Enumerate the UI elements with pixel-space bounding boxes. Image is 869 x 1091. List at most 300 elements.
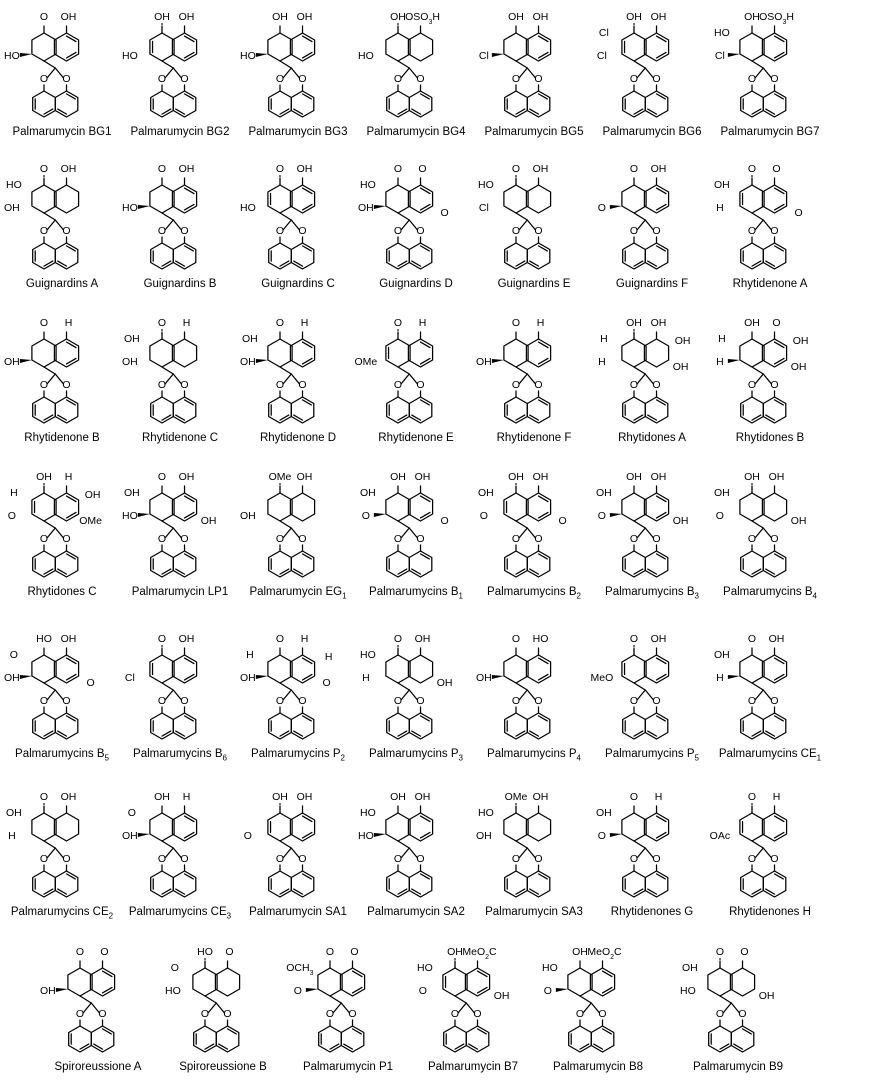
atom-label: HO	[122, 50, 138, 62]
atom-label: O	[243, 830, 252, 842]
atom-label: OH	[60, 791, 77, 803]
atom-label: MeO$_2$C	[462, 946, 497, 961]
ring-oxygen-label: O	[275, 379, 285, 391]
atom-label: $OCH_3$	[286, 962, 314, 977]
ring-oxygen-label: O	[39, 225, 49, 237]
atom-label: OH	[650, 471, 667, 483]
atom-label: O	[325, 946, 335, 958]
atom-label: H	[182, 791, 191, 803]
ring-oxygen-label: O	[747, 225, 757, 237]
compound-card	[540, 935, 656, 1085]
ring-oxygen-label: O	[157, 73, 167, 85]
compound-name: Palmarumycins $P_4$	[487, 748, 581, 763]
ring-oxygen-label: O	[770, 533, 779, 545]
atom-label: H	[362, 672, 370, 684]
atom-label: OH	[390, 11, 406, 23]
compound-card	[358, 0, 474, 150]
atom-label: OH	[358, 202, 374, 214]
ring-oxygen-label: O	[747, 379, 757, 391]
atom-label: OH	[744, 317, 760, 329]
atom-label: OH	[768, 471, 785, 483]
atom-label: HO	[358, 830, 374, 842]
structure-drawing	[240, 462, 352, 590]
compound-card	[4, 622, 120, 772]
atom-label: OH	[596, 807, 612, 819]
ring-oxygen-label: O	[534, 225, 543, 237]
ring-oxygen-label: O	[39, 379, 49, 391]
atom-label: H	[300, 633, 309, 645]
atom-label: HO	[532, 633, 549, 645]
ring-oxygen-label: O	[62, 853, 71, 865]
ring-oxygen-label: O	[416, 73, 425, 85]
atom-label: OH	[672, 515, 689, 527]
ring-oxygen-label: O	[575, 1008, 585, 1020]
ring-oxygen-label: O	[180, 533, 189, 545]
compound-card	[590, 622, 710, 772]
ring-oxygen-label: O	[652, 379, 661, 391]
compound-name: Rhytidenone C	[141, 432, 219, 444]
atom-label: OH	[532, 163, 549, 175]
compound-card	[240, 0, 356, 150]
compound-card	[680, 935, 796, 1085]
atom-label: O	[597, 202, 606, 214]
compound-card	[122, 460, 238, 610]
compound-name: Rhytidones A	[618, 432, 686, 444]
compound-name: Palmarumycin BG7	[720, 126, 820, 138]
atom-label: OH	[672, 361, 689, 373]
atom-label: OH	[447, 946, 463, 958]
atom-label: OH	[4, 202, 20, 214]
compound-card	[4, 0, 120, 150]
atom-label: OH	[626, 317, 642, 329]
ring-oxygen-label: O	[534, 533, 543, 545]
ring-oxygen-label: O	[652, 853, 661, 865]
atom-label: H	[418, 317, 427, 329]
atom-label: OH	[476, 672, 492, 684]
atom-label: OH	[296, 11, 313, 23]
atom-label: MeO	[590, 672, 614, 684]
ring-oxygen-label: O	[652, 695, 661, 707]
compound-name: Palmarumycin SA3	[485, 906, 583, 918]
ring-oxygen-label: O	[298, 695, 307, 707]
structure-drawing	[598, 2, 706, 130]
compound-card	[122, 0, 238, 150]
atom-label: O	[275, 317, 285, 329]
ring-oxygen-label: O	[393, 533, 403, 545]
ring-oxygen-label: O	[629, 225, 639, 237]
ring-oxygen-label: O	[511, 695, 521, 707]
atom-label: O	[440, 207, 449, 219]
atom-label: O	[39, 791, 49, 803]
ring-oxygen-label: O	[738, 1008, 747, 1020]
atom-label: OH	[4, 672, 20, 684]
compound-name: Guignardins E	[497, 278, 571, 290]
compound-name: Palmarumycin B8	[552, 1061, 644, 1073]
atom-label: H	[10, 487, 18, 499]
atom-label: H	[718, 333, 726, 345]
ring-oxygen-label: O	[223, 1008, 232, 1020]
ring-oxygen-label: O	[275, 853, 285, 865]
compound-name: Guignardins D	[379, 278, 453, 290]
compound-card	[122, 622, 238, 772]
compound-card	[476, 622, 592, 772]
atom-label: Cl	[596, 50, 607, 62]
ring-oxygen-label: O	[39, 533, 49, 545]
compound-card	[594, 780, 710, 930]
ring-oxygen-label: O	[770, 73, 779, 85]
structure-drawing	[362, 624, 470, 752]
ring-oxygen-label: O	[629, 533, 639, 545]
compound-card	[4, 152, 120, 302]
ring-oxygen-label: O	[180, 853, 189, 865]
atom-label: $OSO_3H$	[759, 11, 794, 26]
atom-label: OAc	[709, 830, 731, 842]
ring-oxygen-label: O	[747, 73, 757, 85]
atom-label: Cl	[714, 50, 725, 62]
atom-label: O	[747, 163, 757, 175]
atom-label: H	[716, 356, 724, 368]
atom-label: O	[511, 317, 521, 329]
structure-drawing	[240, 308, 352, 436]
atom-label: HO	[358, 50, 374, 62]
atom-label: OH	[476, 830, 492, 842]
ring-oxygen-label: O	[652, 73, 661, 85]
ring-oxygen-label: O	[39, 73, 49, 85]
structure-drawing	[122, 2, 234, 130]
ring-oxygen-label: O	[98, 1008, 107, 1020]
ring-oxygen-label: O	[534, 73, 543, 85]
structure-drawing	[716, 2, 824, 130]
atom-label: H	[598, 356, 606, 368]
atom-label: H	[716, 672, 724, 684]
atom-label: OH	[4, 356, 20, 368]
compound-card	[240, 306, 356, 456]
atom-label: OH	[682, 962, 698, 974]
atom-label: O	[393, 317, 403, 329]
ring-oxygen-label: O	[652, 533, 661, 545]
atom-label: H	[64, 317, 73, 329]
atom-label: HO	[240, 202, 256, 214]
compound-card	[476, 780, 592, 930]
ring-oxygen-label: O	[39, 695, 49, 707]
atom-label: O	[772, 163, 781, 175]
compound-name: Palmarumycins $B_2$	[487, 586, 581, 601]
compound-card	[240, 460, 356, 610]
atom-label: O	[86, 677, 95, 689]
atom-label: HO	[478, 179, 494, 191]
compound-name: Palmarumycins $P_2$	[251, 748, 345, 763]
atom-label: O	[7, 510, 16, 522]
atom-label: OH	[154, 791, 170, 803]
atom-label: O	[747, 633, 757, 645]
ring-oxygen-label: O	[157, 379, 167, 391]
structure-drawing	[476, 308, 588, 436]
ring-oxygen-label: O	[348, 1008, 357, 1020]
atom-label: HO	[36, 633, 52, 645]
atom-label: O	[39, 163, 49, 175]
atom-label: OH	[414, 471, 431, 483]
atom-label: H	[772, 791, 781, 803]
ring-oxygen-label: O	[629, 73, 639, 85]
compound-card	[354, 306, 474, 456]
atom-label: O	[157, 317, 167, 329]
compound-card	[476, 152, 592, 302]
structure-drawing	[4, 154, 116, 282]
atom-label: H	[246, 649, 254, 661]
ring-oxygen-label: O	[157, 225, 167, 237]
compound-name: Palmarumycin BG3	[248, 126, 348, 138]
ring-oxygen-label: O	[416, 225, 425, 237]
atom-label: OH	[178, 471, 195, 483]
atom-label: OH	[122, 356, 138, 368]
ring-oxygen-label: O	[770, 225, 779, 237]
compound-card	[712, 460, 828, 610]
compound-card	[240, 622, 356, 772]
atom-label: HO	[122, 202, 138, 214]
compound-card	[122, 306, 238, 456]
structure-drawing	[480, 2, 588, 130]
structure-drawing	[598, 782, 706, 910]
atom-label: O	[393, 163, 403, 175]
ring-oxygen-label: O	[393, 379, 403, 391]
structure-drawing	[480, 154, 588, 282]
atom-label: O	[418, 163, 427, 175]
atom-label: OH	[792, 335, 809, 347]
compound-name: Palmarumycins $CE_1$	[718, 748, 822, 763]
atom-label: OH	[414, 633, 431, 645]
atom-label: Cl	[478, 50, 489, 62]
ring-oxygen-label: O	[39, 853, 49, 865]
ring-oxygen-label: O	[298, 533, 307, 545]
compound-name: Palmarumycin $EG_1$	[249, 586, 347, 601]
compound-name: Guignardins A	[25, 278, 99, 290]
atom-label: O	[479, 510, 488, 522]
atom-label: OH	[296, 163, 313, 175]
structure-drawing	[240, 624, 352, 752]
atom-label: O	[9, 649, 18, 661]
compound-name: Rhytidenone B	[24, 432, 100, 444]
compound-name: Rhytidenone F	[496, 432, 572, 444]
atom-label: O	[39, 11, 49, 23]
atom-label: OH	[478, 487, 494, 499]
ring-oxygen-label: O	[298, 379, 307, 391]
atom-label: O	[127, 807, 136, 819]
atom-label: OH	[240, 356, 256, 368]
atom-label: HO	[197, 946, 213, 958]
structure-drawing	[419, 937, 527, 1065]
compound-card	[415, 935, 531, 1085]
atom-label: OH	[154, 11, 170, 23]
atom-label: HO	[417, 962, 433, 974]
atom-label: H	[8, 830, 16, 842]
atom-label: O	[440, 515, 449, 527]
atom-label: OH	[476, 356, 492, 368]
compound-name: Guignardins F	[615, 278, 689, 290]
compound-card	[165, 935, 281, 1085]
atom-label: OMe	[504, 791, 528, 803]
ring-oxygen-label: O	[298, 73, 307, 85]
compound-card	[712, 152, 828, 302]
atom-label: O	[75, 946, 85, 958]
compound-name: Palmarumycins $P_3$	[369, 748, 463, 763]
atom-label: O	[747, 791, 757, 803]
ring-oxygen-label: O	[770, 695, 779, 707]
ring-oxygen-label: O	[393, 225, 403, 237]
atom-label: HO	[714, 27, 730, 39]
atom-label: H	[182, 317, 191, 329]
ring-oxygen-label: O	[393, 73, 403, 85]
atom-label: OH	[596, 487, 612, 499]
atom-label: O	[293, 985, 302, 997]
atom-label: OH	[508, 11, 524, 23]
atom-label: O	[418, 985, 427, 997]
atom-label: O	[100, 946, 109, 958]
atom-label: O	[170, 962, 179, 974]
ring-oxygen-label: O	[180, 379, 189, 391]
atom-label: OH	[650, 163, 667, 175]
ring-oxygen-label: O	[275, 695, 285, 707]
atom-label: O	[322, 677, 331, 689]
structure-drawing	[122, 462, 234, 590]
compound-name: Palmarumycin B9	[692, 1061, 784, 1073]
compound-card	[40, 935, 156, 1085]
ring-oxygen-label: O	[393, 695, 403, 707]
atom-label: O	[393, 633, 403, 645]
ring-oxygen-label: O	[200, 1008, 210, 1020]
structure-drawing	[4, 2, 116, 130]
compound-name: Palmarumycins $P_5$	[605, 748, 699, 763]
structure-drawing	[122, 782, 234, 910]
ring-oxygen-label: O	[180, 225, 189, 237]
structure-drawing	[716, 462, 824, 590]
atom-label: OH	[532, 791, 549, 803]
atom-label: H	[536, 317, 545, 329]
structure-drawing	[358, 154, 470, 282]
ring-oxygen-label: O	[450, 1008, 460, 1020]
compound-name: Palmarumycin BG5	[484, 126, 584, 138]
atom-label: O	[597, 830, 606, 842]
atom-label: O	[511, 633, 521, 645]
atom-label: Cl	[124, 672, 135, 684]
atom-label: OH	[296, 471, 313, 483]
structure-drawing	[122, 154, 234, 282]
structure-drawing	[126, 624, 234, 752]
atom-label: H	[300, 317, 309, 329]
atom-label: OH	[758, 990, 775, 1002]
compound-name: Rhytidones C	[27, 586, 97, 598]
structure-drawing	[590, 624, 706, 752]
compound-name: Palmarumycin LP1	[131, 586, 229, 598]
atom-label: O	[275, 633, 285, 645]
ring-oxygen-label: O	[393, 853, 403, 865]
ring-oxygen-label: O	[598, 1008, 607, 1020]
atom-label: OH	[572, 946, 588, 958]
ring-oxygen-label: O	[157, 533, 167, 545]
structure-drawing	[598, 308, 706, 436]
atom-label: O	[543, 985, 552, 997]
ring-oxygen-label: O	[62, 73, 71, 85]
atom-label: OH	[60, 633, 77, 645]
atom-label: H	[64, 471, 73, 483]
structure-drawing	[362, 462, 470, 590]
atom-label: OH	[768, 633, 785, 645]
ring-oxygen-label: O	[62, 533, 71, 545]
compound-card	[358, 460, 474, 610]
compound-card	[476, 306, 592, 456]
atom-label: OH	[84, 489, 101, 501]
atom-label: OMe	[79, 515, 103, 527]
compound-name: Palmarumycin SA1	[249, 906, 347, 918]
ring-oxygen-label: O	[416, 695, 425, 707]
structure-drawing	[358, 2, 470, 130]
atom-label: OH	[122, 830, 138, 842]
atom-label: Cl	[478, 202, 489, 214]
atom-label: Cl	[598, 27, 609, 39]
atom-label: HO	[165, 985, 181, 997]
structure-drawing	[40, 937, 152, 1065]
atom-label: O	[225, 946, 234, 958]
ring-oxygen-label: O	[325, 1008, 335, 1020]
ring-oxygen-label: O	[770, 853, 779, 865]
structure-drawing	[476, 624, 588, 752]
compound-card	[358, 780, 474, 930]
atom-label: O	[361, 510, 370, 522]
atom-label: OH	[493, 990, 510, 1002]
atom-label: OH	[626, 471, 642, 483]
ring-oxygen-label: O	[62, 379, 71, 391]
ring-oxygen-label: O	[416, 379, 425, 391]
atom-label: OH	[296, 791, 313, 803]
compound-card	[4, 460, 120, 610]
atom-label: OH	[790, 515, 807, 527]
ring-oxygen-label: O	[62, 225, 71, 237]
ring-oxygen-label: O	[298, 225, 307, 237]
compound-card	[240, 152, 356, 302]
ring-oxygen-label: O	[511, 853, 521, 865]
atom-label: O	[597, 510, 606, 522]
compound-name: Palmarumycins $B_4$	[723, 586, 817, 601]
compound-card	[358, 622, 474, 772]
compound-name: Palmarumycins $CE_3$	[128, 906, 232, 921]
compound-card	[358, 152, 474, 302]
compound-name: Rhytidenone A	[732, 278, 808, 290]
atom-label: OH	[360, 487, 376, 499]
ring-oxygen-label: O	[511, 379, 521, 391]
compound-card	[122, 780, 238, 930]
compound-name: Palmarumycin SA2	[367, 906, 465, 918]
compound-name: Palmarumycin B7	[427, 1061, 519, 1073]
atom-label: OMe	[268, 471, 292, 483]
atom-label: OH	[744, 11, 760, 23]
atom-label: O	[558, 515, 567, 527]
atom-label: HO	[360, 649, 376, 661]
compound-card	[4, 306, 120, 456]
compound-name: Palmarumycin P1	[302, 1061, 394, 1073]
atom-label: HO	[680, 985, 696, 997]
compound-name: Palmarumycin BG1	[12, 126, 112, 138]
atom-label: OH	[650, 317, 667, 329]
atom-label: O	[39, 317, 49, 329]
atom-label: HO	[122, 510, 138, 522]
atom-label: MeO$_2$C	[587, 946, 622, 961]
ring-oxygen-label: O	[511, 73, 521, 85]
compound-card	[122, 152, 238, 302]
structure-drawing	[8, 782, 116, 910]
atom-label: O	[629, 791, 639, 803]
atom-label: O	[629, 163, 639, 175]
structure-drawing	[544, 937, 652, 1065]
ring-oxygen-label: O	[511, 225, 521, 237]
